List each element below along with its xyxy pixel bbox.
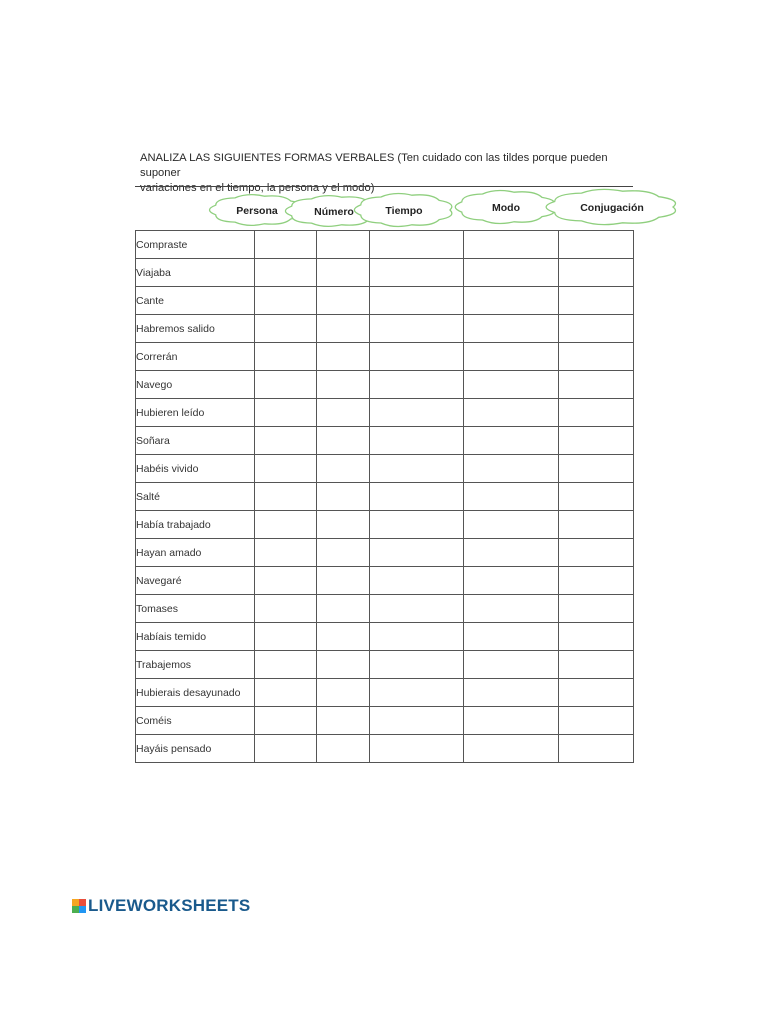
answer-cell-conjugación[interactable] bbox=[559, 371, 634, 399]
answer-cell-número[interactable] bbox=[317, 343, 370, 371]
verb-cell: Cante bbox=[136, 287, 255, 315]
answer-cell-tiempo[interactable] bbox=[370, 259, 464, 287]
column-header-label: Persona bbox=[236, 205, 278, 217]
answer-cell-tiempo[interactable] bbox=[370, 399, 464, 427]
answer-cell-número[interactable] bbox=[317, 455, 370, 483]
answer-cell-modo[interactable] bbox=[464, 455, 559, 483]
answer-cell-tiempo[interactable] bbox=[370, 539, 464, 567]
answer-cell-número[interactable] bbox=[317, 427, 370, 455]
table-row bbox=[136, 623, 634, 651]
answer-cell-modo[interactable] bbox=[464, 343, 559, 371]
answer-cell-número[interactable] bbox=[317, 483, 370, 511]
answer-cell-persona[interactable] bbox=[255, 427, 317, 455]
answer-cell-número[interactable] bbox=[317, 231, 370, 259]
answer-cell-persona[interactable] bbox=[255, 511, 317, 539]
table-row bbox=[136, 287, 634, 315]
answer-cell-conjugación[interactable] bbox=[559, 231, 634, 259]
column-header-clouds bbox=[0, 0, 768, 240]
cloud-header-2 bbox=[354, 194, 452, 227]
answer-cell-conjugación[interactable] bbox=[559, 707, 634, 735]
verb-cell: Hubieren leído bbox=[136, 399, 255, 427]
answer-cell-tiempo[interactable] bbox=[370, 455, 464, 483]
answer-cell-conjugación[interactable] bbox=[559, 427, 634, 455]
verb-cell: Había trabajado bbox=[136, 511, 255, 539]
answer-cell-número[interactable] bbox=[317, 399, 370, 427]
answer-cell-modo[interactable] bbox=[464, 483, 559, 511]
answer-cell-número[interactable] bbox=[317, 651, 370, 679]
answer-cell-número[interactable] bbox=[317, 679, 370, 707]
answer-cell-modo[interactable] bbox=[464, 651, 559, 679]
table-row bbox=[136, 427, 634, 455]
answer-cell-tiempo[interactable] bbox=[370, 679, 464, 707]
table-row bbox=[136, 455, 634, 483]
answer-cell-tiempo[interactable] bbox=[370, 567, 464, 595]
answer-cell-tiempo[interactable] bbox=[370, 595, 464, 623]
verb-cell: Compraste bbox=[136, 231, 255, 259]
liveworksheets-logo-text: LIVEWORKSHEETS bbox=[88, 896, 251, 915]
answer-cell-tiempo[interactable] bbox=[370, 371, 464, 399]
cloud-header-3 bbox=[455, 191, 555, 224]
verb-cell: Navego bbox=[136, 371, 255, 399]
table-row bbox=[136, 511, 634, 539]
answer-cell-número[interactable] bbox=[317, 259, 370, 287]
table-row bbox=[136, 539, 634, 567]
verb-cell: Habéis vivido bbox=[136, 455, 255, 483]
answer-cell-modo[interactable] bbox=[464, 399, 559, 427]
liveworksheets-logo-icon bbox=[72, 899, 86, 913]
answer-cell-persona[interactable] bbox=[255, 259, 317, 287]
column-header-label: Número bbox=[314, 206, 354, 218]
instructions bbox=[140, 151, 640, 196]
answer-cell-tiempo[interactable] bbox=[370, 287, 464, 315]
verb-cell: Coméis bbox=[136, 707, 255, 735]
answer-cell-conjugación[interactable] bbox=[559, 399, 634, 427]
verb-cell: Trabajemos bbox=[136, 651, 255, 679]
table-row bbox=[136, 259, 634, 287]
answer-cell-modo[interactable] bbox=[464, 287, 559, 315]
answer-cell-conjugación[interactable] bbox=[559, 595, 634, 623]
verb-cell: Hayáis pensado bbox=[136, 735, 255, 763]
answer-cell-número[interactable] bbox=[317, 595, 370, 623]
verb-cell: Viajaba bbox=[136, 259, 255, 287]
answer-cell-modo[interactable] bbox=[464, 259, 559, 287]
answer-cell-modo[interactable] bbox=[464, 315, 559, 343]
answer-cell-número[interactable] bbox=[317, 707, 370, 735]
answer-cell-persona[interactable] bbox=[255, 399, 317, 427]
liveworksheets-logo bbox=[72, 896, 250, 916]
answer-cell-número[interactable] bbox=[317, 315, 370, 343]
table-row bbox=[136, 707, 634, 735]
answer-cell-persona[interactable] bbox=[255, 371, 317, 399]
answer-cell-persona[interactable] bbox=[255, 539, 317, 567]
cloud-header-4 bbox=[546, 189, 675, 224]
answer-cell-número[interactable] bbox=[317, 567, 370, 595]
answer-cell-persona[interactable] bbox=[255, 483, 317, 511]
verb-cell: Navegaré bbox=[136, 567, 255, 595]
answer-cell-modo[interactable] bbox=[464, 511, 559, 539]
answer-cell-número[interactable] bbox=[317, 623, 370, 651]
answer-cell-persona[interactable] bbox=[255, 735, 317, 763]
answer-cell-persona[interactable] bbox=[255, 651, 317, 679]
table-row bbox=[136, 231, 634, 259]
verb-table-body bbox=[136, 231, 634, 763]
answer-cell-persona[interactable] bbox=[255, 623, 317, 651]
answer-cell-conjugación[interactable] bbox=[559, 679, 634, 707]
table-row bbox=[136, 735, 634, 763]
column-header-label: Modo bbox=[492, 202, 520, 214]
answer-cell-número[interactable] bbox=[317, 287, 370, 315]
verb-cell: Soñara bbox=[136, 427, 255, 455]
answer-cell-persona[interactable] bbox=[255, 231, 317, 259]
answer-cell-conjugación[interactable] bbox=[559, 259, 634, 287]
answer-cell-tiempo[interactable] bbox=[370, 623, 464, 651]
answer-cell-número[interactable] bbox=[317, 539, 370, 567]
verb-cell: Habíais temido bbox=[136, 623, 255, 651]
answer-cell-modo[interactable] bbox=[464, 567, 559, 595]
answer-cell-tiempo[interactable] bbox=[370, 427, 464, 455]
answer-cell-modo[interactable] bbox=[464, 707, 559, 735]
table-row bbox=[136, 399, 634, 427]
answer-cell-tiempo[interactable] bbox=[370, 315, 464, 343]
answer-cell-conjugación[interactable] bbox=[559, 511, 634, 539]
answer-cell-tiempo[interactable] bbox=[370, 511, 464, 539]
answer-cell-conjugación[interactable] bbox=[559, 455, 634, 483]
answer-cell-persona[interactable] bbox=[255, 567, 317, 595]
answer-cell-conjugación[interactable] bbox=[559, 623, 634, 651]
verb-cell: Habremos salido bbox=[136, 315, 255, 343]
answer-cell-persona[interactable] bbox=[255, 455, 317, 483]
answer-cell-persona[interactable] bbox=[255, 707, 317, 735]
answer-cell-conjugación[interactable] bbox=[559, 287, 634, 315]
answer-cell-modo[interactable] bbox=[464, 427, 559, 455]
answer-cell-conjugación[interactable] bbox=[559, 539, 634, 567]
verb-cell: Tomases bbox=[136, 595, 255, 623]
answer-cell-tiempo[interactable] bbox=[370, 231, 464, 259]
verb-cell: Hayan amado bbox=[136, 539, 255, 567]
answer-cell-modo[interactable] bbox=[464, 371, 559, 399]
verb-cell: Salté bbox=[136, 483, 255, 511]
verb-analysis-table bbox=[135, 230, 634, 763]
answer-cell-modo[interactable] bbox=[464, 539, 559, 567]
answer-cell-persona[interactable] bbox=[255, 343, 317, 371]
answer-cell-número[interactable] bbox=[317, 735, 370, 763]
table-row bbox=[136, 371, 634, 399]
answer-cell-tiempo[interactable] bbox=[370, 707, 464, 735]
answer-cell-conjugación[interactable] bbox=[559, 735, 634, 763]
answer-cell-conjugación[interactable] bbox=[559, 483, 634, 511]
answer-cell-modo[interactable] bbox=[464, 595, 559, 623]
answer-cell-tiempo[interactable] bbox=[370, 343, 464, 371]
divider-line bbox=[135, 186, 633, 187]
answer-cell-persona[interactable] bbox=[255, 287, 317, 315]
answer-cell-tiempo[interactable] bbox=[370, 651, 464, 679]
answer-cell-conjugación[interactable] bbox=[559, 315, 634, 343]
answer-cell-número[interactable] bbox=[317, 371, 370, 399]
instructions-line-2: variaciones en el tiempo, la persona y el modo) bbox=[140, 182, 375, 194]
column-header-label: Conjugación bbox=[580, 202, 644, 214]
answer-cell-modo[interactable] bbox=[464, 679, 559, 707]
answer-cell-conjugación[interactable] bbox=[559, 651, 634, 679]
answer-cell-número[interactable] bbox=[317, 511, 370, 539]
table-row bbox=[136, 567, 634, 595]
table-row bbox=[136, 483, 634, 511]
instructions-line-1: ANALIZA LAS SIGUIENTES FORMAS VERBALES (Ten cuidado con las tildes porque pueden suponer bbox=[140, 152, 608, 179]
answer-cell-modo[interactable] bbox=[464, 623, 559, 651]
answer-cell-conjugación[interactable] bbox=[559, 343, 634, 371]
answer-cell-persona[interactable] bbox=[255, 679, 317, 707]
answer-cell-persona[interactable] bbox=[255, 595, 317, 623]
answer-cell-tiempo[interactable] bbox=[370, 483, 464, 511]
table-row bbox=[136, 679, 634, 707]
table-row bbox=[136, 651, 634, 679]
verb-cell: Correrán bbox=[136, 343, 255, 371]
column-header-label: Tiempo bbox=[385, 205, 423, 217]
table-row bbox=[136, 315, 634, 343]
answer-cell-conjugación[interactable] bbox=[559, 567, 634, 595]
table-row bbox=[136, 595, 634, 623]
table-row bbox=[136, 343, 634, 371]
answer-cell-modo[interactable] bbox=[464, 735, 559, 763]
verb-cell: Hubierais desayunado bbox=[136, 679, 255, 707]
answer-cell-tiempo[interactable] bbox=[370, 735, 464, 763]
answer-cell-persona[interactable] bbox=[255, 315, 317, 343]
answer-cell-modo[interactable] bbox=[464, 231, 559, 259]
